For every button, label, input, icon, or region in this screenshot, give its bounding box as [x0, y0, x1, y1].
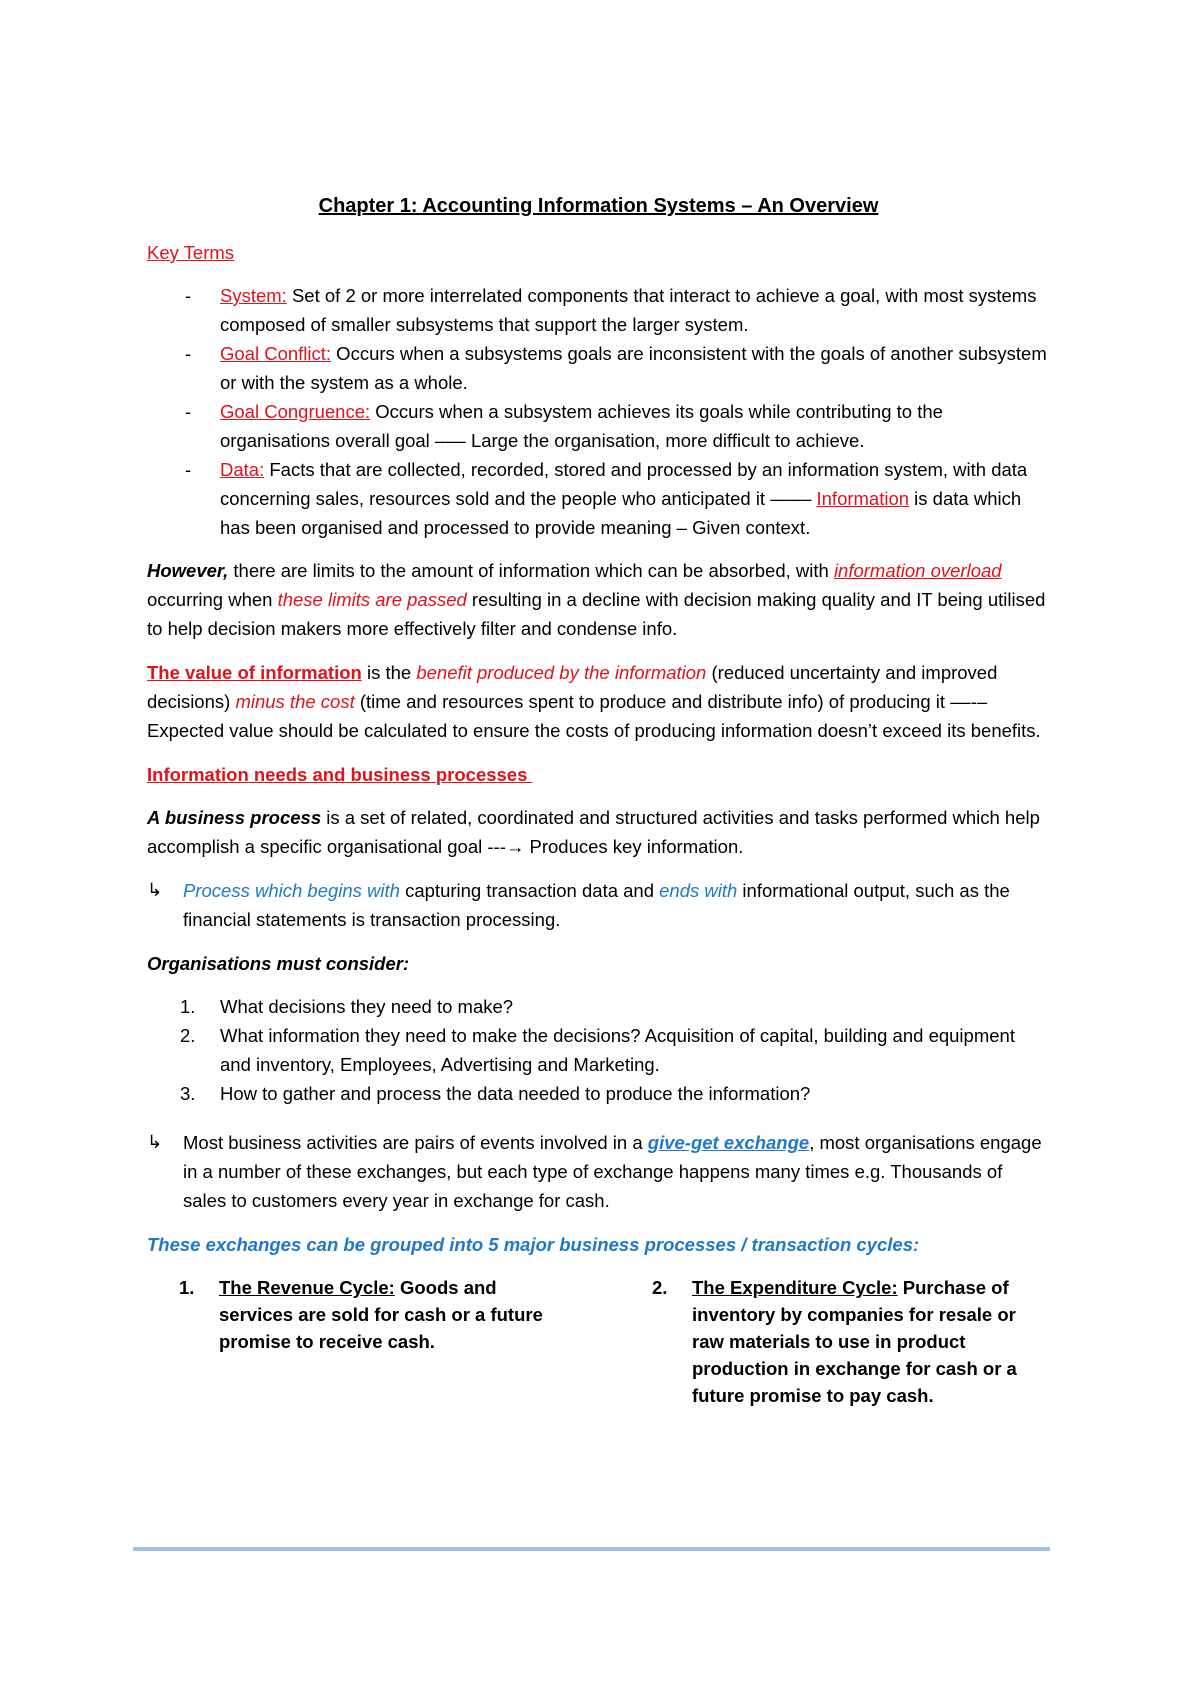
emphasis-text: ends with: [659, 880, 738, 901]
key-term-text: Facts that are collected, recorded, stored and processed by an information system, with data concerning sales, resources sold and the people who anticipated it ––––: [220, 459, 1028, 509]
cycle-text: Purchase of inventory by companies for resale or raw materials to use in product production in exchange for cash or a future promise to pay cash.: [692, 1277, 1017, 1406]
key-term-label: Data:: [220, 459, 265, 480]
key-term-label: Goal Congruence:: [220, 401, 371, 422]
body-text: (reduced uncertainty and improved decisions): [147, 662, 998, 712]
cycles-intro: These exchanges can be grouped into 5 major business processes / transaction cycles:: [147, 1234, 920, 1255]
body-text: capturing transaction data and: [399, 880, 660, 901]
key-term-item: - System: Set of 2 or more interrelated components that interact to achieve a goal, with most systems composed of smaller subsystems that support the larger system.: [185, 285, 1037, 335]
list-item: [147, 1021, 1050, 1079]
document-page: [147, 190, 1050, 1409]
body-text: there are limits to the amount of information which can be absorbed, with: [228, 560, 834, 581]
considerations-list: [147, 992, 1050, 1108]
cycle-item: [147, 1274, 575, 1409]
lead-text: However,: [147, 560, 229, 581]
list-item: [147, 992, 1050, 1021]
cycle-term: The Expenditure Cycle:: [692, 1277, 898, 1298]
list-item-text: What decisions they need to make?: [220, 996, 514, 1017]
emphasis-text: information overload: [833, 560, 1002, 581]
cycle-term: The Revenue Cycle:: [219, 1277, 395, 1298]
key-term-text: is data which has been organised and processed to provide meaning – Given context.: [220, 488, 1022, 538]
list-item-text: What information they need to make the decisions? Acquisition of capital, building and equipment and inventory, Employees, Advertising and Marketing.: [220, 1025, 1015, 1075]
key-terms-list: [147, 281, 1050, 542]
list-number: 2.: [652, 1277, 668, 1298]
cycle-text: Goods and services are sold for cash or a future promise to receive cash.: [219, 1277, 543, 1352]
body-text: is a set of related, coordinated and structured activities and tasks performed which help accomplish a specific organisational goal ---→ Produces key information.: [147, 807, 1040, 857]
arrow-icon: ↳: [147, 880, 163, 900]
key-term-item: - Goal Congruence: Occurs when a subsystem achieves its goals while contributing to the organisations overall goal ––– Large the organisation, more difficult to achieve.: [185, 401, 943, 451]
key-term-label: Goal Conflict:: [220, 343, 332, 364]
body-text: informational output, such as the financial statements is transaction processing.: [183, 880, 1010, 930]
emphasis-text: these limits are passed: [277, 589, 467, 610]
key-term-text: Occurs when a subsystem achieves its goals while contributing to the organisations overall goal ––– Large the organisation, more difficult to achieve.: [220, 401, 943, 451]
paragraph-value-of-information: [147, 658, 1050, 745]
body-text: is the: [361, 662, 417, 683]
lead-text: The value of information: [147, 662, 362, 683]
body-text: Most business activities are pairs of events involved in a: [183, 1132, 648, 1153]
key-term-text: Set of 2 or more interrelated components that interact to achieve a goal, with most systems composed of smaller subsystems that support the larger system.: [220, 285, 1037, 335]
key-term-item: - Data: Facts that are collected, recorded, stored and processed by an information system, with data concerning sales, resources sold and the people who anticipated it –––– Information is data which has been organised and processed to provide meaning – Given context.: [185, 459, 1028, 538]
key-terms-heading: Key Terms: [147, 242, 235, 263]
body-text: occurring when: [147, 589, 278, 610]
information-needs-heading: Information needs and business processes: [147, 764, 533, 785]
list-number: 2.: [180, 1025, 196, 1046]
arrow-bullet-item: [147, 876, 1050, 934]
considerations-heading: Organisations must consider:: [147, 953, 410, 974]
body-text: resulting in a decline with decision making quality and IT being utilised to help decision makers more effectively filter and condense info.: [147, 589, 1046, 639]
paragraph-information-overload: [147, 556, 1050, 643]
emphasis-text: Process which begins with: [183, 880, 400, 901]
cycle-item: [620, 1274, 1050, 1409]
cycles-columns: [147, 1274, 1050, 1409]
list-item-text: How to gather and process the data needed to produce the information?: [220, 1083, 811, 1104]
body-text: , most organisations engage in a number of these exchanges, but each type of exchange happens many times e.g. Thousands of sales to customers every year in exchange for cash.: [183, 1132, 1042, 1211]
paragraph-business-process: [147, 803, 1050, 861]
page-title: Chapter 1: Accounting Information Systems – An Overview: [318, 195, 879, 217]
key-term-item: - Goal Conflict: Occurs when a subsystems goals are inconsistent with the goals of another subsystem or with the system as a whole.: [185, 343, 1047, 393]
footer-divider: [133, 1547, 1050, 1551]
emphasis-text: minus the cost: [235, 691, 355, 712]
lead-text: A business process: [147, 807, 322, 828]
body-text: (time and resources spent to produce and distribute info) of producing it ––-– Expected value should be calculated to ensure the costs of producing information doesn’t exceed its benefits.: [147, 691, 1041, 741]
emphasis-text: benefit produced by the information: [416, 662, 707, 683]
list-number: 1.: [180, 996, 196, 1017]
list-item: [147, 1079, 1050, 1108]
arrow-bullet-item: [147, 1128, 1050, 1215]
give-get-exchange-link: give-get exchange: [647, 1132, 810, 1153]
key-term-text: Occurs when a subsystems goals are inconsistent with the goals of another subsystem or with the system as a whole.: [220, 343, 1047, 393]
key-term-label: System:: [220, 285, 287, 306]
key-term-label: Information: [816, 488, 910, 509]
list-number: 1.: [179, 1277, 195, 1298]
arrow-icon: ↳: [147, 1132, 163, 1152]
list-number: 3.: [180, 1083, 196, 1104]
